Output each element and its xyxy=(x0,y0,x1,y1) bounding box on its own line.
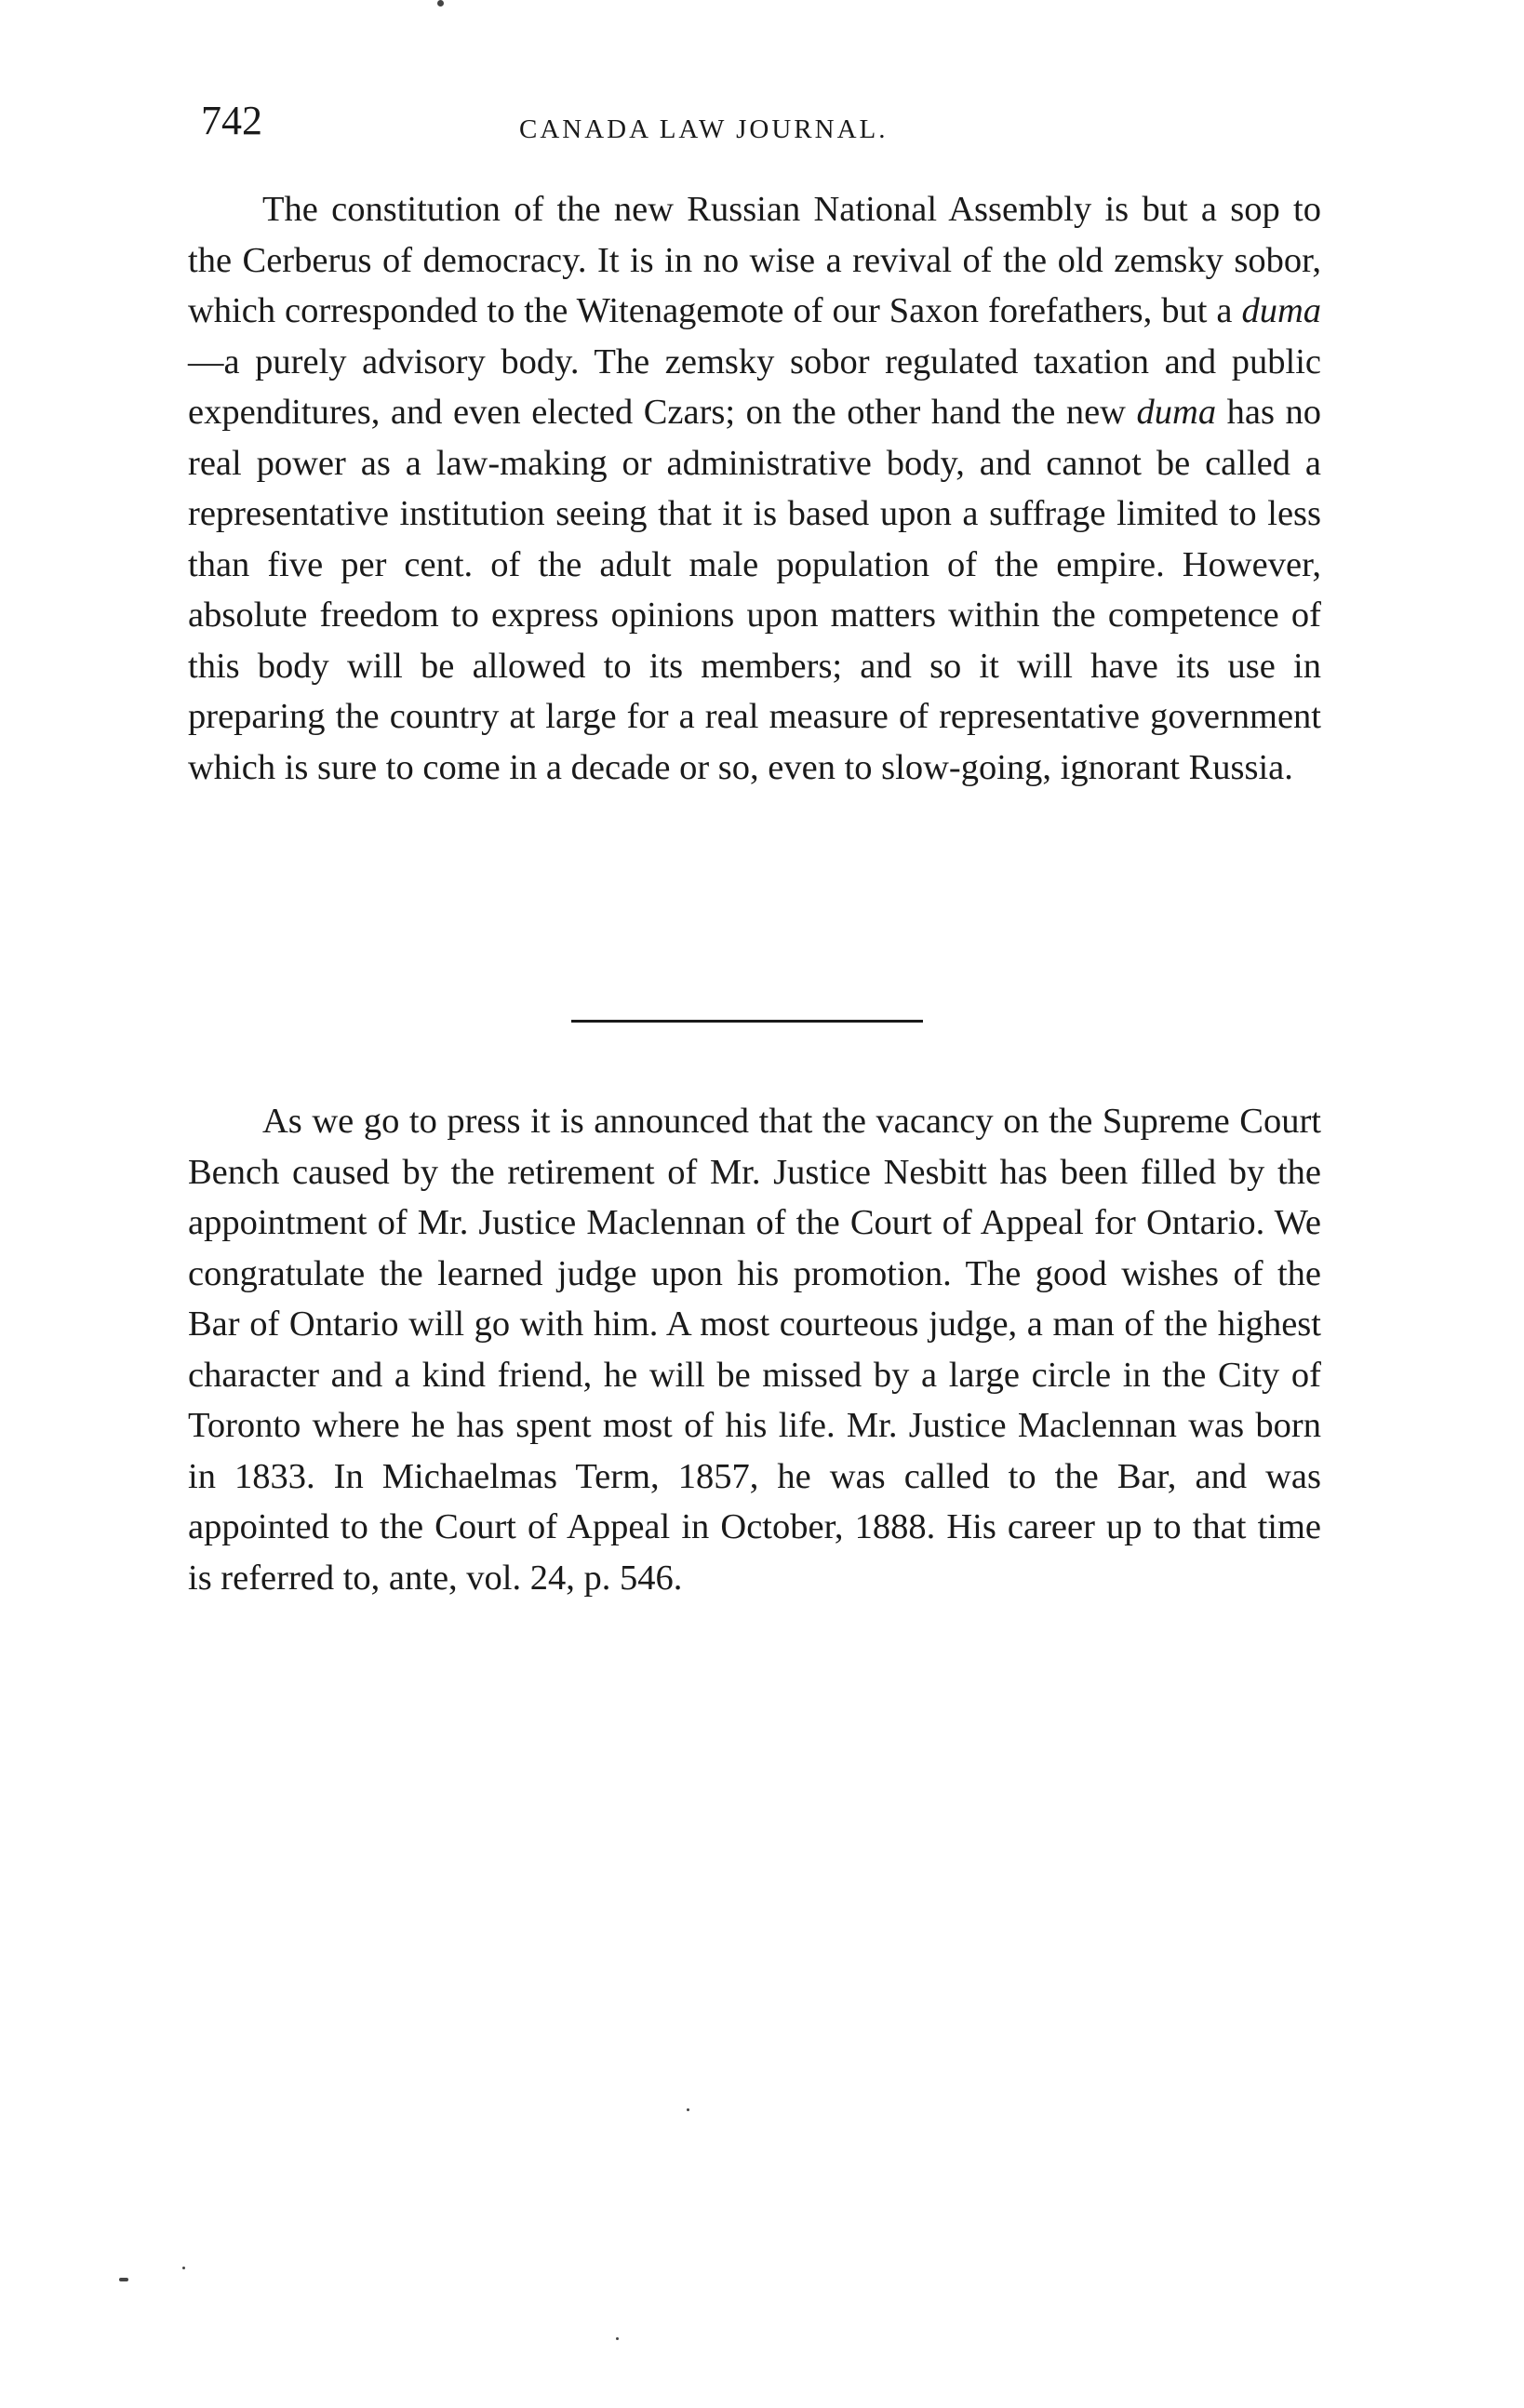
paragraph-russian-assembly xyxy=(188,184,1321,793)
print-speck xyxy=(687,2108,689,2111)
running-title: CANADA LAW JOURNAL. xyxy=(519,114,889,144)
paragraph-text: The constitution of the new Russian National Assembly is but a sop to the Cerberus of democracy. It is in no wise a revival of the old zemsky sobor, which corresponded to the Witenagemote of our Saxon forefathers, but a xyxy=(188,190,1321,330)
paragraph-text: has no real power as a law-making or administrative body, and cannot be called a representative institution seeing that it is based upon a suffrage limited to less than five per cent. of the adult male population of the empire. However, absolute freedom to express opinions upon matters within the competence of this body will be allowed to its members; and so it will have its use in preparing the country at large for a real measure of representative government which is sure to come in a decade or so, even to slow-going, ignorant Russia. xyxy=(188,393,1321,787)
print-speck xyxy=(616,2337,619,2340)
print-speck xyxy=(182,2267,185,2269)
paragraph-text: —a purely advisory body. The zemsky sobor regulated taxation and public expenditures, and even elected Czars; on the other hand the new xyxy=(188,341,1321,432)
page-number: 742 xyxy=(201,98,262,143)
print-speck xyxy=(437,0,444,7)
paragraph-supreme-court-appointment: As we go to press it is announced that the vacancy on the Supreme Court Bench caused by the retirement of Mr. Justice Nesbitt has been filled by the appointment of Mr. Justice Maclennan of the Court of Appeal for Ontario. We congratulate the learned judge upon his promotion. The good wishes of the Bar of Ontario will go with him. A most courteous judge, a man of the highest character and a kind friend, he will be missed by a large circle in the City of Toronto where he has spent most of his life. Mr. Justice Maclennan was born in 1833. In Michaelmas Term, 1857, he was called to the Bar, and was appointed to the Court of Appeal in October, 1888. His career up to that time is referred to, ante, vol. 24, p. 546. xyxy=(188,1102,1321,1598)
page-header xyxy=(201,93,1317,158)
italic-term: duma xyxy=(1136,393,1217,432)
italic-term: duma xyxy=(1241,291,1321,330)
print-speck xyxy=(119,2278,128,2281)
section-divider xyxy=(571,1020,923,1023)
